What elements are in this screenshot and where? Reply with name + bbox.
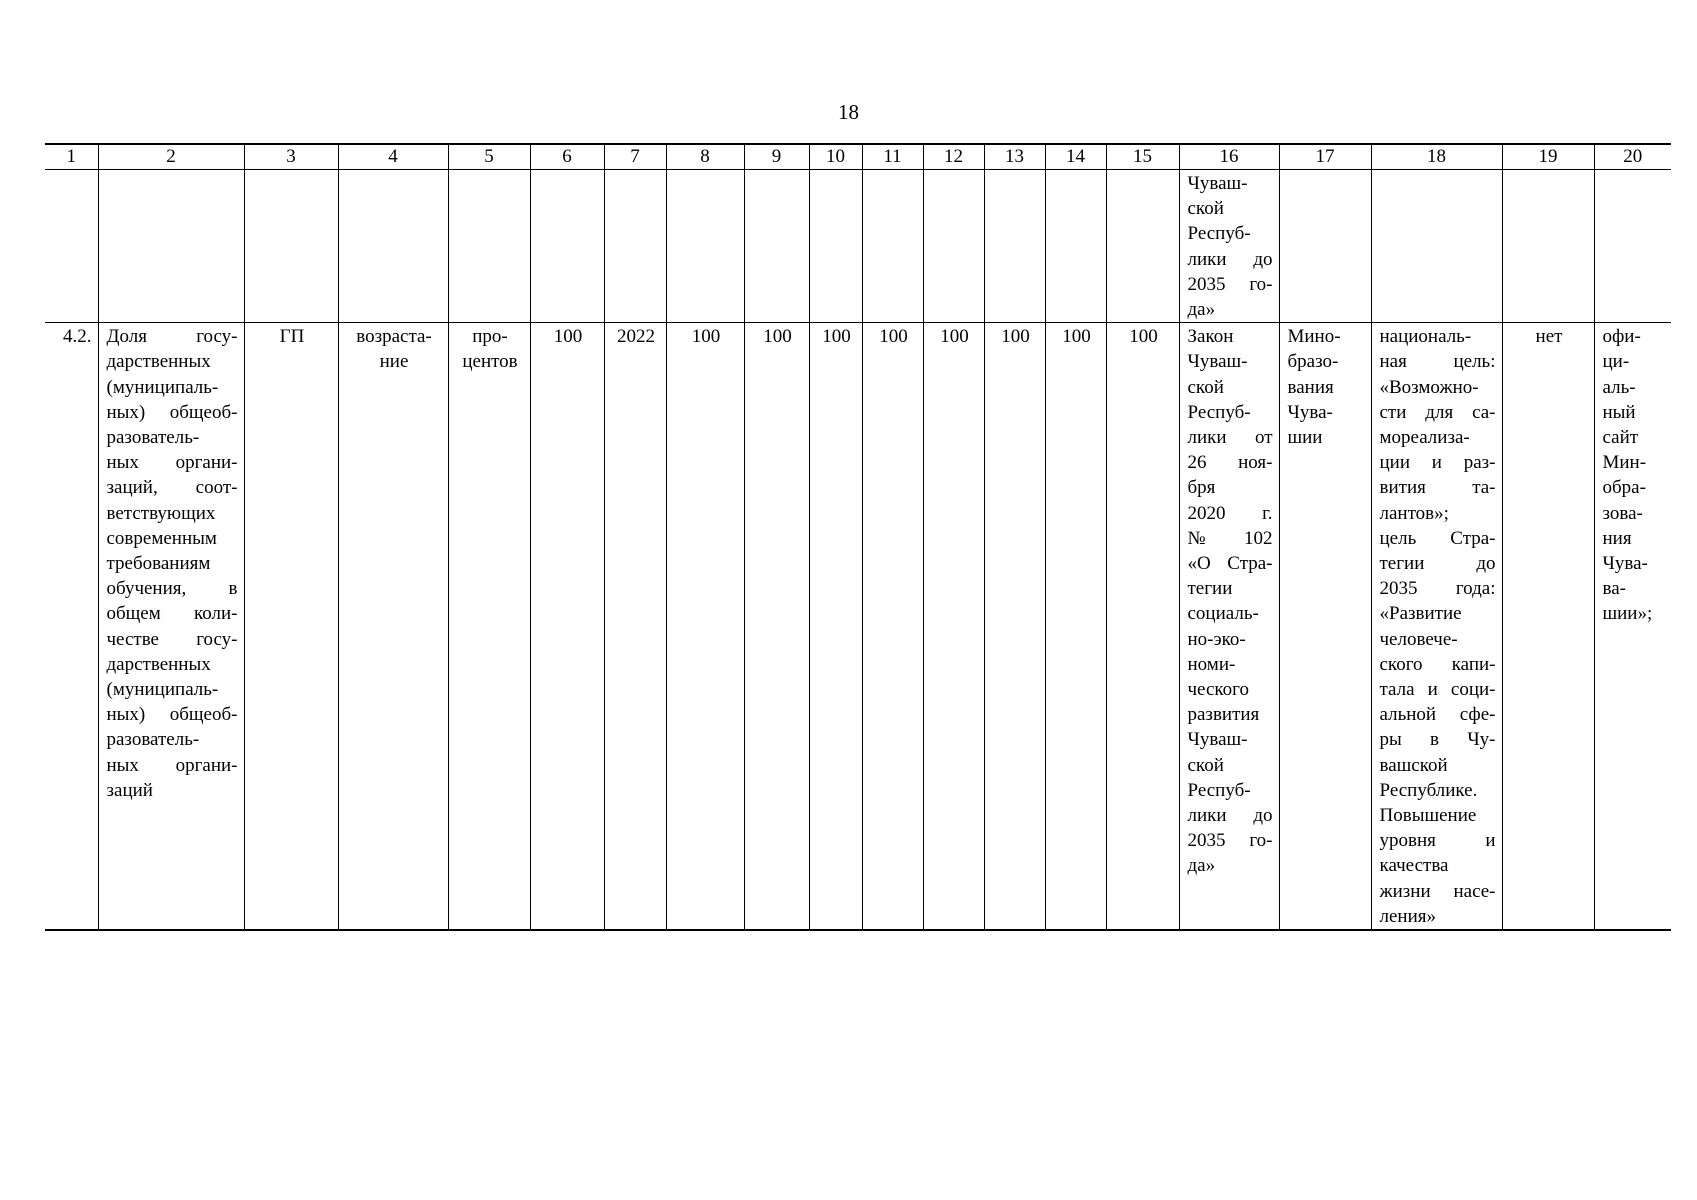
continuation-row: [45, 170, 1671, 323]
text-line: Мино-: [1287, 326, 1341, 348]
table-row: [45, 323, 1671, 930]
trend-cell: [338, 323, 448, 930]
text-line: шии: [1287, 427, 1323, 449]
text-line: ветствующих: [106, 502, 216, 524]
text-line: сти для са-: [1379, 401, 1496, 423]
text-line: ления»: [1379, 905, 1436, 927]
source-cell: [1594, 323, 1671, 930]
text-line: шии»;: [1602, 603, 1653, 625]
text-line: человече-: [1379, 628, 1458, 650]
program-cell: ГП: [244, 323, 338, 930]
column-number-8: 8: [666, 144, 744, 170]
value-cell-12: 100: [923, 323, 984, 930]
text-line: тегии до: [1379, 553, 1496, 575]
column-number-2: 2: [98, 144, 244, 170]
text-line: 2020 г.: [1187, 502, 1273, 524]
text-line: возраста-: [356, 326, 432, 348]
text-line: дарственных: [106, 351, 211, 373]
text-line: заций, соот-: [106, 477, 238, 499]
text-line: обра-: [1602, 477, 1646, 499]
text-line: ческого: [1187, 679, 1249, 701]
text-line: ных) общеоб-: [106, 704, 238, 726]
text-line: качества: [1379, 855, 1449, 877]
column-number-13: 13: [984, 144, 1045, 170]
column-number-4: 4: [338, 144, 448, 170]
text-line: ных) общеоб-: [106, 401, 238, 423]
text-line: да»: [1187, 855, 1216, 877]
text-line: ние: [379, 351, 409, 373]
text-line: альной сфе-: [1379, 704, 1496, 726]
law-cell: [1179, 323, 1279, 930]
value-cell-14: 100: [1045, 323, 1106, 930]
text-line: зова-: [1602, 502, 1643, 524]
text-line: номи-: [1187, 653, 1236, 675]
text-line: Доля госу-: [106, 326, 238, 348]
text-line: 2035 года:: [1379, 578, 1496, 600]
text-line: ная цель:: [1379, 351, 1496, 373]
text-line: лики до: [1187, 248, 1273, 270]
text-line: центов: [462, 351, 518, 373]
goal-cell: [1371, 323, 1502, 930]
value-cell-13: 100: [984, 323, 1045, 930]
indicator-table: [45, 143, 1671, 931]
column-number-12: 12: [923, 144, 984, 170]
text-line: ния: [1602, 527, 1632, 549]
column-number-5: 5: [448, 144, 530, 170]
base-year-cell: 2022: [604, 323, 666, 930]
text-line: Закон: [1187, 326, 1234, 348]
text-line: бря: [1187, 477, 1216, 499]
page-number: 18: [838, 100, 859, 124]
text-line: «Возможно-: [1379, 376, 1479, 398]
column-number-1: 1: [45, 144, 98, 170]
text-line: мореализа-: [1379, 427, 1470, 449]
text-line: ный: [1602, 401, 1636, 423]
text-line: Чува-: [1287, 401, 1333, 423]
text-line: требованиям: [106, 553, 211, 575]
text-line: лантов»;: [1379, 502, 1449, 524]
column-number-20: 20: [1594, 144, 1671, 170]
text-line: Мин-: [1602, 452, 1647, 474]
text-line: разователь-: [106, 729, 200, 751]
text-line: общем коли-: [106, 603, 238, 625]
text-line: ных органи-: [106, 754, 238, 776]
text-line: сайт: [1602, 427, 1639, 449]
text-line: вашской: [1379, 754, 1448, 776]
text-line: вания: [1287, 376, 1334, 398]
text-line: 2035 го-: [1187, 273, 1273, 295]
continuation-law-cell: [1179, 170, 1279, 323]
column-number-header: [45, 144, 1671, 170]
text-line: цель Стра-: [1379, 527, 1496, 549]
text-line: ных органи-: [106, 452, 238, 474]
text-line: уровня и: [1379, 830, 1496, 852]
text-line: Респуб-: [1187, 223, 1251, 245]
indicator-name-cell: [98, 323, 244, 930]
column-number-11: 11: [862, 144, 923, 170]
text-line: Повышение: [1379, 805, 1477, 827]
text-line: ры в Чу-: [1379, 729, 1496, 751]
value-cell-8: 100: [666, 323, 744, 930]
row-number: 4.2.: [45, 323, 98, 930]
text-line: честве госу-: [106, 628, 238, 650]
text-line: тегии: [1187, 578, 1233, 600]
text-line: обучения, в: [106, 578, 238, 600]
text-line: Чува-: [1602, 553, 1648, 575]
text-line: Респуб-: [1187, 401, 1251, 423]
text-line: бразо-: [1287, 351, 1339, 373]
text-line: № 102: [1187, 527, 1273, 549]
responsible-cell: [1279, 323, 1371, 930]
text-line: националь-: [1379, 326, 1472, 348]
column-number-10: 10: [809, 144, 862, 170]
text-line: ци-: [1602, 351, 1630, 373]
text-line: лики от: [1187, 427, 1273, 449]
text-line: дарственных: [106, 653, 211, 675]
text-line: Республике.: [1379, 779, 1478, 801]
text-line: ской: [1187, 754, 1224, 776]
text-line: жизни насе-: [1379, 880, 1496, 902]
column-number-9: 9: [744, 144, 809, 170]
text-line: развития: [1187, 704, 1260, 726]
text-line: социаль-: [1187, 603, 1259, 625]
text-line: современным: [106, 527, 217, 549]
column-number-7: 7: [604, 144, 666, 170]
text-line: заций: [106, 779, 153, 801]
unit-cell: [448, 323, 530, 930]
value-cell-15: 100: [1106, 323, 1179, 930]
text-line: (муниципаль-: [106, 679, 219, 701]
text-line: аль-: [1602, 376, 1636, 398]
value-cell-11: 100: [862, 323, 923, 930]
text-line: ции и раз-: [1379, 452, 1496, 474]
text-line: лики до: [1187, 805, 1273, 827]
column-number-6: 6: [530, 144, 604, 170]
text-line: (муниципаль-: [106, 376, 219, 398]
text-line: тала и соци-: [1379, 679, 1496, 701]
text-line: «Развитие: [1379, 603, 1462, 625]
text-line: да»: [1187, 299, 1216, 321]
flag-cell: нет: [1502, 323, 1594, 930]
column-number-19: 19: [1502, 144, 1594, 170]
text-line: Чуваш-: [1187, 351, 1248, 373]
text-line: вития та-: [1379, 477, 1496, 499]
text-line: «О Стра-: [1187, 553, 1273, 575]
base-value-cell: 100: [530, 323, 604, 930]
text-line: 2035 го-: [1187, 830, 1273, 852]
value-cell-10: 100: [809, 323, 862, 930]
column-number-14: 14: [1045, 144, 1106, 170]
text-line: Респуб-: [1187, 779, 1251, 801]
column-number-15: 15: [1106, 144, 1179, 170]
text-line: 26 ноя-: [1187, 452, 1273, 474]
text-line: ской: [1187, 198, 1224, 220]
text-line: ва-: [1602, 578, 1626, 600]
value-cell-9: 100: [744, 323, 809, 930]
text-line: ского капи-: [1379, 653, 1496, 675]
text-line: но-эко-: [1187, 628, 1246, 650]
text-line: ской: [1187, 376, 1224, 398]
text-line: Чуваш-: [1187, 729, 1248, 751]
text-line: офи-: [1602, 326, 1641, 348]
column-number-3: 3: [244, 144, 338, 170]
column-number-18: 18: [1371, 144, 1502, 170]
column-number-16: 16: [1179, 144, 1279, 170]
text-line: разователь-: [106, 427, 200, 449]
text-line: Чуваш-: [1187, 173, 1248, 194]
text-line: про-: [472, 326, 508, 348]
column-number-17: 17: [1279, 144, 1371, 170]
